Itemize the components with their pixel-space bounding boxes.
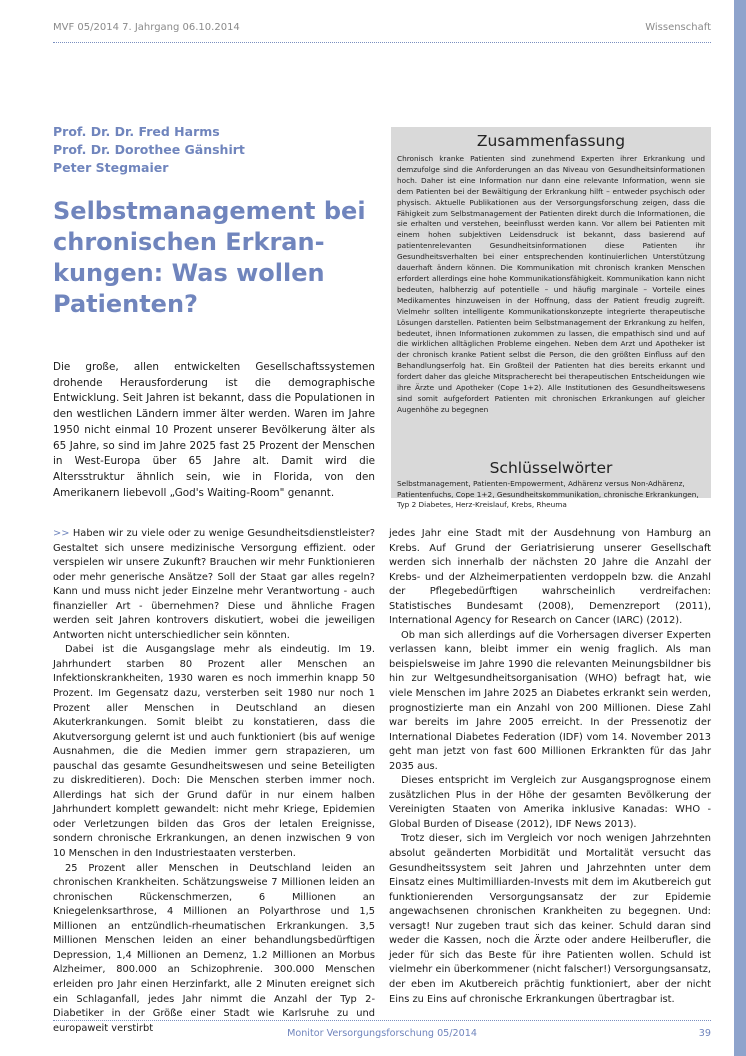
author-name: Peter Stegmaier <box>53 160 169 175</box>
page-number: 39 <box>698 1028 711 1039</box>
body-column-right <box>389 527 711 1007</box>
summary-text: Chronisch kranke Patienten sind zunehmend Experten ihrer Erkrankung und demzufolge sind die Anforderungen an das Niveau von Gesundheitsinformationen hoch. Daher ist eine Information nur dann eine relevante Information, wenn sie dem Patienten bei der Bewältigung der Erkrankung hilft – entweder psychisch oder physisch. Aktuelle Publikationen aus der Versorgungsforschung zeigen, dass die Fähigkeit zum Selbstmanagement der Patienten direkt durch die Informationen, die sie erhalten und verstehen, beeinflusst werden kann. Vor allem bei Patienten mit einem hohen subjektiven Leidensdruck ist bekannt, dass basierend auf patientenrelevanten Gesundheitsinformationen diese Patienten ihr Gesundheitsverhalten bei einer entsprechenden kontinuierlichen Unterstützung dauerhaft ändern können. Die Kommunikation mit chronisch kranken Menschen erfordert allerdings eine hohe Kommunikationsfähigkeit. Kommunikation kann nicht bedeuten, halbherzig auf potentielle – und häufig marginale – Vorteile eines Medikamentes hinzuweisen in der Hoffnung, dass der Patient freudig zugreift. Vielmehr sollten intelligente Kommunikationskonzepte integrierte therapeutische Lösungen darstellen. Patienten beim Selbstmanagement der Erkrankung zu helfen, bedeutet, ihnen Informationen zukommen zu lassen, die empathisch sind und auf die wirklichen alltäglichen Probleme eingehen. Neben dem Arzt und Apotheker ist der chronisch kranke Patient selbst die Person, die den größten Einfluss auf den Behandlungserfolg hat. Ein Großteil der Patienten hat dies bereits erkannt und fordert daher das gleiche Mitspracherecht bei therapeutischen Entscheidungen wie ihre Ärzte und Apotheker (Cope 1+2). Alle Institutionen des Gesundheitswesens sind somit aufgefordert Patienten mit chronischen Erkrankungen auf gleicher Augenhöhe zu begegnen <box>397 154 705 414</box>
running-header <box>53 22 711 38</box>
body-paragraph: Trotz dieser, sich im Vergleich vor noch wenigen Jahrzehnten absolut geänderten Morbidität und Mortalität versucht das Gesundheitssystem seit Jahren und Jahrzehnten unter dem Einsatz eines Multimilliarden-Invests mit dem im Akutbereich gut funktionierenden Versorgungsansatz der zur Epidemie angewachsenen chronischen Krankheiten zu begegnen. Und: versagt! Nur zugeben traut sich das keiner. Schuld daran sind weder die Kassen, noch die Ärzte oder andere Heilberufler, die jeder für sich das Beste für ihre Patienten wollen. Schuld ist vielmehr ein überkommener (nicht falscher!) Versorgungsansatz, der eben im Akutbereich prächtig funktioniert, aber der nicht Eins zu Eins auf chronische Erkrankungen übertragbar ist. <box>389 833 711 1005</box>
header-divider <box>53 42 711 43</box>
summary-heading: Zusammenfassung <box>476 132 626 150</box>
footer-journal: Monitor Versorgungsforschung 05/2014 <box>287 1028 477 1039</box>
body-paragraph: Dabei ist die Ausgangslage mehr als eindeutig. Im 19. Jahrhundert starben 80 Prozent aller Menschen an Infektionskrankheiten, 1930 waren es noch immerhin knapp 50 Prozent. Im Gegensatz dazu, versterben seit 1980 nur noch 1 Prozent aller Menschen in Deutschland an diesen Akuterkrankungen. Somit bleibt zu konstatieren, dass die Akutversorgung gelernt ist und auch funktioniert (bis auf wenige Ausnahmen, die die Medien immer gern strapazieren, um pauschal das gesamte Gesundheitswesen und seine Beteiligten zu diskreditieren). Doch: Die Menschen sterben immer noch. Allerdings hat sich der Grund dafür in nur einem halben Jahrhundert komplett gewandelt: nicht mehr Kriege, Epidemien oder Verletzungen bilden das Gros der letalen Ereignisse, sondern chronische Erkrankungen, an denen inzwischen 9 von 10 Menschen in den Industriestaaten versterben. <box>53 644 375 860</box>
title-line: chronischen Erkran- <box>53 228 325 256</box>
body-paragraph: Ob man sich allerdings auf die Vorhersagen diverser Experten verlassen kann, bleibt immer ein wenig fraglich. Als man beispielsweise im Jahre 1990 die relevanten Meinungsbildner bis hin zur Weltgesundheitsorganisation (WHO) befragt hat, wie viele Menschen im Jahre 2025 an Diabetes erkrankt sein werden, prognostizierte man ein Anzahl von 200 Millionen. Diese Zahl war bereits im Jahre 2005 erreicht. In der Pressenotiz der International Diabetes Federation (IDF) vom 14. November 2013 geht man jetzt von fast 600 Millionen Erkrankten für das Jahr 2035 aus. <box>389 629 711 772</box>
author-name: Prof. Dr. Dorothee Gänshirt <box>53 142 245 157</box>
footer-divider <box>53 1020 711 1021</box>
author-name: Prof. Dr. Dr. Fred Harms <box>53 124 220 139</box>
keywords-text: Selbstmanagement, Patienten-Empowerment, Adhärenz versus Non-Adhärenz, Patientenfuchs, Cope 1+2, Gesundheitskommunikation, chronische Erkrankungen, Typ 2 Diabetes, Herz-Kreislauf, Krebs, Rheuma <box>397 479 699 510</box>
title-line: kungen: Was wollen <box>53 259 325 287</box>
author-list <box>53 123 373 177</box>
header-section: Wissenschaft <box>645 22 711 33</box>
title-line: Selbstmanagement bei <box>53 197 366 225</box>
header-issue-info: MVF 05/2014 7. Jahrgang 06.10.2014 <box>53 22 240 33</box>
body-column-left <box>53 527 375 1036</box>
body-paragraph: Dieses entspricht im Vergleich zur Ausgangsprognose einem zusätzlichen Plus in der Höhe der gesamten Bevölkerung der Vereinigten Staaten von Amerika inklusive Kanadas: WHO - Global Burden of Disease (2012), IDF News 2013). <box>389 775 711 830</box>
body-paragraph: 25 Prozent aller Menschen in Deutschland leiden an chronischen Krankheiten. Schätzungsweise 7 Millionen leiden an chronischen Rückenschmerzen, 6 Millionen an Kniegelenksarthrose, 4 Millionen an Polyarthrose und 1,5 Millionen an entzündlich-rheumatischen Erkrankungen. 3,5 Millionen Menschen leiden an einer behandlungsbedürftigen Depression, 1,4 Millionen an Demenz, 1.2 Millionen an Morbus Alzheimer, 800.000 an Schizophrenie. 300.000 Menschen erleiden pro Jahr einen Herzinfarkt, alle 2 Minuten ereignet sich ein Schlaganfall, jedes Jahr nimmt die Anzahl der Typ 2-Diabetiker in der Größe einer Stadt wie Karlsruhe zu und europaweit verstirbt <box>53 862 375 1034</box>
article-start-marker: >> <box>53 528 70 539</box>
right-margin-band <box>734 0 746 1056</box>
intro-paragraph: Die große, allen entwickelten Gesellschaftssystemen drohende Herausforderung ist die demographische Entwicklung. Seit Jahren ist bekannt, dass die Populationen in den westlichen Ländern immer älter werden. Waren im Jahre 1950 nicht einmal 10 Prozent unserer Bevölkerung älter als 65 Jahre, so sind im Jahre 2025 fast 25 Prozent der Menschen in West-Europa über 65 Jahre alt. Damit wird die Altersstruktur ähnlich sein, wie in Florida, von den Amerikanern liebevoll „God's Waiting-Room" genannt. <box>53 361 375 499</box>
summary-box <box>391 127 711 510</box>
keywords-heading: Schlüsselwörter <box>489 459 613 477</box>
article-title <box>53 196 383 320</box>
running-footer <box>53 1028 711 1044</box>
title-line: Patienten? <box>53 290 198 318</box>
body-paragraph: >> Haben wir zu viele oder zu wenige Gesundheitsdienstleister? Gestaltet sich unsere medizinische Versorgung effizient. oder verspielen wir unsere Zukunft? Brauchen wir mehr Funktionieren oder mehr generische Ansätze? Soll der Staat gar alles regeln? Kann und muss nicht jeder Einzelne mehr Verantwortung - auch finanzieller Art - übernehmen? Diese und ähnliche Fragen werden seit Jahren kontrovers diskutiert, wobei die jeweiligen Antworten nicht unterschiedlicher sein könnten. <box>53 528 375 641</box>
body-paragraph: jedes Jahr eine Stadt mit der Ausdehnung von Hamburg an Krebs. Auf Grund der Geriatrisierung unserer Gesellschaft werden sich innerhalb der nächsten 20 Jahre die Anzahl der Krebs- und der Alzheimerpatienten verdoppeln bzw. die Anzahl der Pflegebedürftigen wahrscheinlich verdreifachen: Statistisches Bundesamt (2008), Demenzreport (2011), International Agency for Research on Cancer (IARC) (2012). <box>389 528 711 627</box>
